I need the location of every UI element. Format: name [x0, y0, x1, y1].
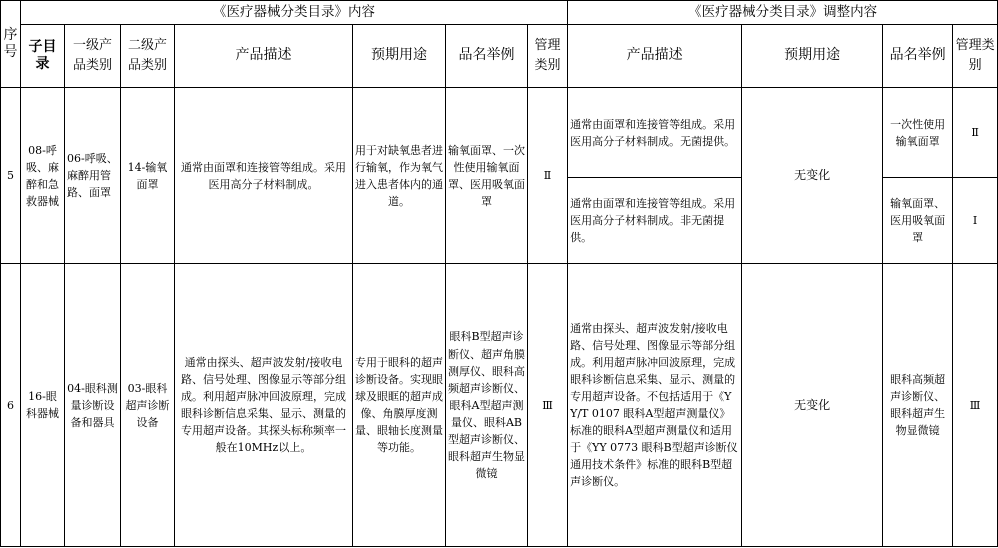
first-level-cell: 06-呼吸、麻醉用管路、面罩: [65, 88, 121, 264]
description-header: 产品描述: [175, 24, 353, 87]
adj-mgmt-class-cell: Ⅲ: [953, 264, 998, 547]
serial-cell: 5: [1, 88, 21, 264]
description-cell: 通常由探头、超声波发射/接收电路、信号处理、图像显示等部分组成。利用超声脉冲回波原理，完成眼科诊断信息采集、显示、测量的专用超声设备。其探头标称频率一般在10MHz以上。: [175, 264, 353, 547]
description-cell: 通常由面罩和连接管等组成。采用医用高分子材料制成。: [175, 88, 353, 264]
intended-use-cell: 用于对缺氧患者进行输氧，作为氧气进入患者体内的通道。: [353, 88, 446, 264]
mgmt-class-cell: Ⅱ: [528, 88, 568, 264]
adj-mgmt-class-header: 管理类别: [953, 24, 998, 87]
adj-examples-cell: 输氧面罩、医用吸氧面罩: [883, 178, 953, 264]
first-level-header: 一级产品类别: [65, 24, 121, 87]
intended-use-cell: 专用于眼科的超声诊断设备。实现眼球及眼眶的超声成像、角膜厚度测量、眼轴长度测量等功能。: [353, 264, 446, 547]
second-level-header: 二级产品类别: [121, 24, 175, 87]
adj-examples-cell: 眼科高频超声诊断仪、眼科超声生物显微镜: [883, 264, 953, 547]
original-content-header: 《医疗器械分类目录》内容: [21, 1, 568, 25]
adj-description-cell: 通常由面罩和连接管等组成。采用医用高分子材料制成。无菌提供。: [568, 88, 742, 178]
adj-mgmt-class-cell: Ⅰ: [953, 178, 998, 264]
serial-cell: 6: [1, 264, 21, 547]
adj-description-cell: 通常由面罩和连接管等组成。采用医用高分子材料制成。非无菌提供。: [568, 178, 742, 264]
adjusted-content-header: 《医疗器械分类目录》调整内容: [568, 1, 998, 25]
second-level-cell: 03-眼科超声诊断设备: [121, 264, 175, 547]
header-row-groups: [1, 1, 998, 25]
adj-description-header: 产品描述: [568, 24, 742, 87]
adj-examples-cell: 一次性使用输氧面罩: [883, 88, 953, 178]
adj-examples-header: 品名举例: [883, 24, 953, 87]
adj-intended-use-cell: 无变化: [742, 264, 883, 547]
intended-use-header: 预期用途: [353, 24, 446, 87]
mgmt-class-header: 管理类别: [528, 24, 568, 87]
adj-description-cell: 通常由探头、超声波发射/接收电路、信号处理、图像显示等部分组成。利用超声脉冲回波原理，完成眼科诊断信息采集、显示、测量的专用超声设备。不包括适用于《YY/T 0107 眼科A型超声测量仪》标准的眼科A型超声测量仪和适用于《YY 0773 眼科B型超声诊断仪通用技术条件》标准的眼科B型超声诊断仪。: [568, 264, 742, 547]
first-level-cell: 04-眼科测量诊断设备和器具: [65, 264, 121, 547]
sub-catalog-cell: 08-呼吸、麻醉和急救器械: [21, 88, 65, 264]
adj-intended-use-cell: 无变化: [742, 88, 883, 264]
header-row-columns: [1, 24, 998, 87]
adj-intended-use-header: 预期用途: [742, 24, 883, 87]
mgmt-class-cell: Ⅲ: [528, 264, 568, 547]
sub-catalog-header: 子目录: [21, 24, 65, 87]
examples-header: 品名举例: [446, 24, 528, 87]
sub-catalog-cell: 16-眼科器械: [21, 264, 65, 547]
serial-header: 序号: [1, 1, 21, 88]
examples-cell: 眼科B型超声诊断仪、超声角膜测厚仪、眼科高频超声诊断仪、眼科A型超声测量仪、眼科AB型超声诊断仪、眼科超声生物显微镜: [446, 264, 528, 547]
table-row: [1, 264, 998, 547]
table-row: [1, 88, 998, 178]
second-level-cell: 14-输氧面罩: [121, 88, 175, 264]
examples-cell: 输氧面罩、一次性使用输氧面罩、医用吸氧面罩: [446, 88, 528, 264]
adj-mgmt-class-cell: Ⅱ: [953, 88, 998, 178]
